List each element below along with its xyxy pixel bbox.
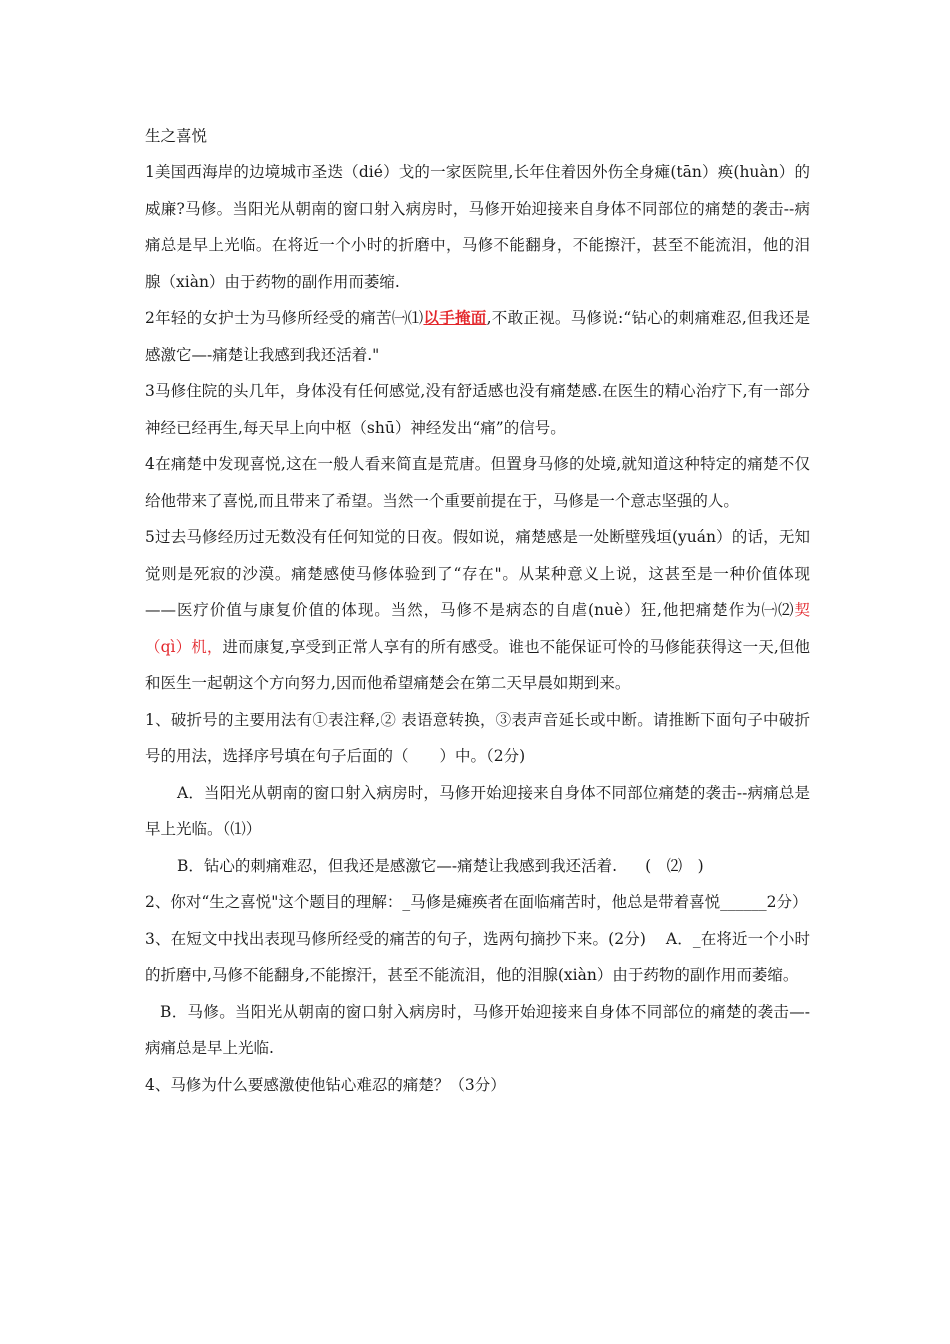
question-1-option-a: A．当阳光从朝南的窗口射入病房时，马修开始迎接来自身体不同部位痛楚的袭击--病痛总是早上光临。（⑴） [145, 783, 810, 838]
paragraph-5 [145, 519, 810, 702]
document-title: 生之喜悦 [145, 127, 208, 145]
paragraph-4: 4在痛楚中发现喜悦,这在一般人看来简直是荒唐。但置身马修的处境,就知道这种特定的痛楚不仅给他带来了喜悦,而且带来了希望。当然一个重要前提在于，马修是一个意志坚强的人。 [145, 455, 810, 510]
question-1: 1、破折号的主要用法有①表注释,② 表语意转换，③表声音延长或中断。请推断下面句子中破折号的用法，选择序号填在句子后面的（ ）中。（2分) [145, 710, 810, 765]
question-1-option-b-text: B．钻心的刺痛难忍，但我还是感激它—-痛楚让我感到我还活着. [177, 856, 618, 875]
question-3-answer-a: A．_在将近一个小时的折磨中,马修不能翻身,不能擦汗，甚至不能流泪，他的泪腺(xiàn）由于药物的副作用而萎缩。 [145, 929, 810, 984]
highlight-word-opportunity: 契（qì）机， [145, 601, 810, 656]
question-3 [145, 921, 810, 994]
paragraph-2-text-end: ,不敢正视。马修说:“钻心的刺痛难忍,但我还是感激它—-痛楚让我感到我还活着." [145, 309, 810, 364]
question-1-option-b [145, 848, 810, 885]
paragraph-2 [145, 300, 810, 373]
question-1-option-b-answer: ( ⑵ ) [645, 856, 704, 875]
question-2: 2、你对“生之喜悦"这个题目的理解：_马修是瘫痪者在面临痛苦时，他总是带着喜悦______2分） [145, 893, 808, 911]
paragraph-5-text-start: 5过去马修经历过无数没有任何知觉的日夜。假如说，痛楚感是一处断壁残垣(yuán）的话，无知觉则是死寂的沙漠。痛楚感使马修体验到了“存在"。从某种意义上说，这甚至是一种价值体现——医疗价值与康复价值的体现。当然，马修不是病态的自虐(nuè）狂,他把痛楚作为㈠⑵ [145, 528, 810, 619]
paragraph-3: 3马修住院的头几年，身体没有任何感觉,没有舒适感也没有痛楚感.在医生的精心治疗下,有一部分神经已经再生,每天早上向中枢（shū）神经发出“痛”的信号。 [145, 382, 810, 437]
question-3-answer-b: B．马修。当阳光从朝南的窗口射入病房时，马修开始迎接来自身体不同部位的痛楚的袭击—-病痛总是早上光临. [145, 1002, 810, 1057]
question-4: 4、马修为什么要感激使他钻心难忍的痛楚？（3分） [145, 1075, 506, 1094]
paragraph-1: 1美国西海岸的边境城市圣迭（dié）戈的一家医院里,长年住着因外伤全身瘫(tān）痪(huàn）的威廉?马修。当阳光从朝南的窗口射入病房时，马修开始迎接来自身体不同部位的痛楚的袭击--病痛总是早上光临。在将近一个小时的折磨中，马修不能翻身，不能擦汗，甚至不能流泪，他的泪腺（xiàn）由于药物的副作用而萎缩. [145, 163, 810, 291]
highlight-phrase-cover-face: 以手掩面 [423, 308, 487, 327]
paragraph-2-text-start: 2年轻的女护士为马修所经受的痛苦㈠⑴ [145, 309, 424, 327]
question-3-text: 3、在短文中找出表现马修所经受的痛苦的句子，选两句摘抄下来。(2分) [145, 929, 646, 948]
paragraph-5-text-end: 进而康复,享受到正常人享有的所有感受。谁也不能保证可怜的马修能获得这一天,但他和医生一起朝这个方向努力,因而他希望痛楚会在第二天早晨如期到来。 [145, 637, 810, 692]
document-page [145, 118, 810, 1103]
